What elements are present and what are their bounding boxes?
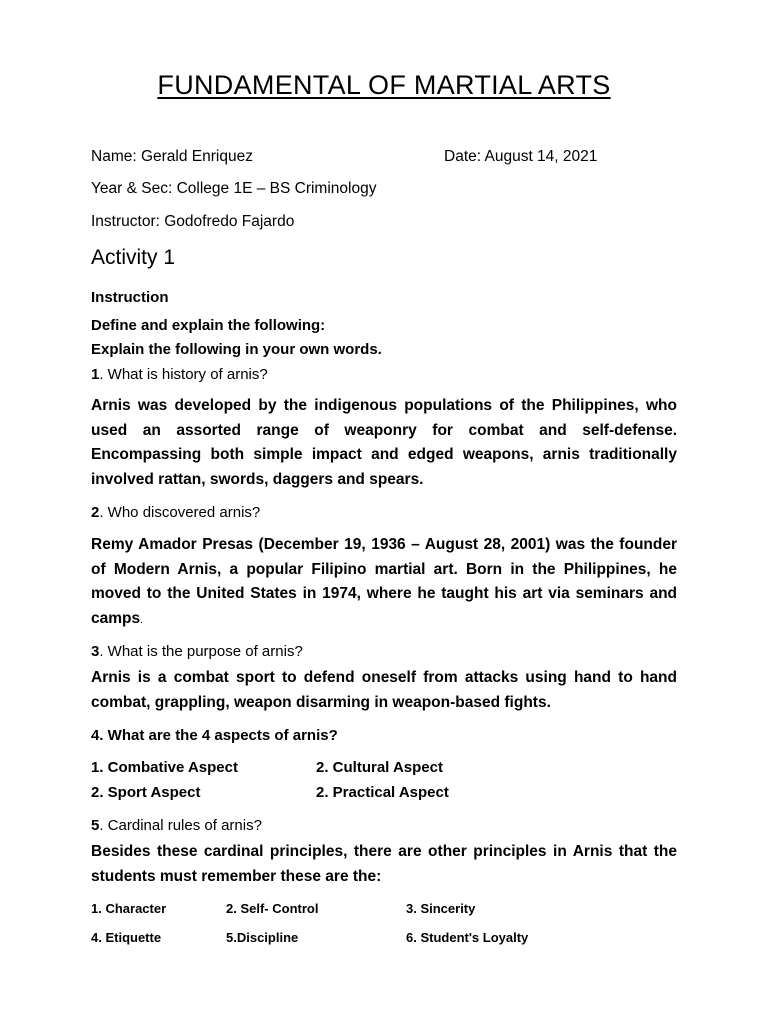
question-3: [91, 643, 303, 660]
answer-2: [91, 533, 677, 633]
instructor-name: Instructor: Godofredo Fajardo: [91, 213, 295, 230]
answer-5: Besides these cardinal principles, there are other principles in Arnis that the students must remember these are the:: [91, 843, 677, 885]
question-3-text: . What is the purpose of arnis?: [99, 643, 303, 660]
aspect-sport: 2. Sport Aspect: [91, 784, 201, 801]
question-1-text: . What is history of arnis?: [99, 366, 268, 383]
principle-discipline: 5.Discipline: [226, 930, 299, 945]
question-2-text: . Who discovered arnis?: [99, 504, 261, 521]
instruction-label: Instruction: [91, 289, 169, 306]
question-1-number: 1: [91, 366, 100, 383]
question-2-number: 2: [91, 504, 100, 521]
question-3-number: 3: [91, 643, 100, 660]
answer-2-tail: .: [140, 614, 143, 626]
instruction-line-2: Explain the following in your own words.: [91, 341, 382, 358]
question-5-text: . Cardinal rules of arnis?: [99, 817, 262, 834]
principle-etiquette: 4. Etiquette: [91, 930, 162, 945]
aspect-practical: 2. Practical Aspect: [316, 784, 449, 801]
answer-1: Arnis was developed by the indigenous populations of the Philippines, who used an assorted range of weaponry for combat and self-defense. Encompassing both simple impact and edged weapons, arnis traditionally involved rattan, swords, daggers and spears.: [91, 397, 677, 488]
answer-3: Arnis is a combat sport to defend oneself from attacks using hand to hand combat, grappling, weapon disarming in weapon-based fights.: [91, 669, 677, 711]
answer-2-text: Remy Amador Presas (December 19, 1936 – August 28, 2001) was the founder of Modern Arnis, a popular Filipino martial art. Born in the Philippines, he moved to the United States in 1974, where he taught his art via seminars and camps: [91, 536, 677, 627]
document-date: Date: August 14, 2021: [444, 148, 598, 165]
principle-character: 1. Character: [91, 901, 167, 916]
aspect-combative: 1. Combative Aspect: [91, 759, 238, 776]
question-1: [91, 366, 268, 383]
document-title: FUNDAMENTAL OF MARTIAL ARTS: [157, 70, 611, 100]
student-name: Name: Gerald Enriquez: [91, 148, 253, 165]
question-2: [91, 504, 260, 521]
question-4: 4. What are the 4 aspects of arnis?: [91, 727, 338, 744]
year-section: Year & Sec: College 1E – BS Criminology: [91, 180, 377, 197]
instruction-line-1: Define and explain the following:: [91, 317, 326, 334]
principle-student-loyalty: 6. Student's Loyalty: [406, 930, 529, 945]
question-5: [91, 817, 262, 834]
principle-sincerity: 3. Sincerity: [406, 901, 476, 916]
question-5-number: 5: [91, 817, 100, 834]
principle-self-control: 2. Self- Control: [226, 901, 319, 916]
activity-heading: Activity 1: [91, 246, 176, 269]
aspect-cultural: 2. Cultural Aspect: [316, 759, 443, 776]
